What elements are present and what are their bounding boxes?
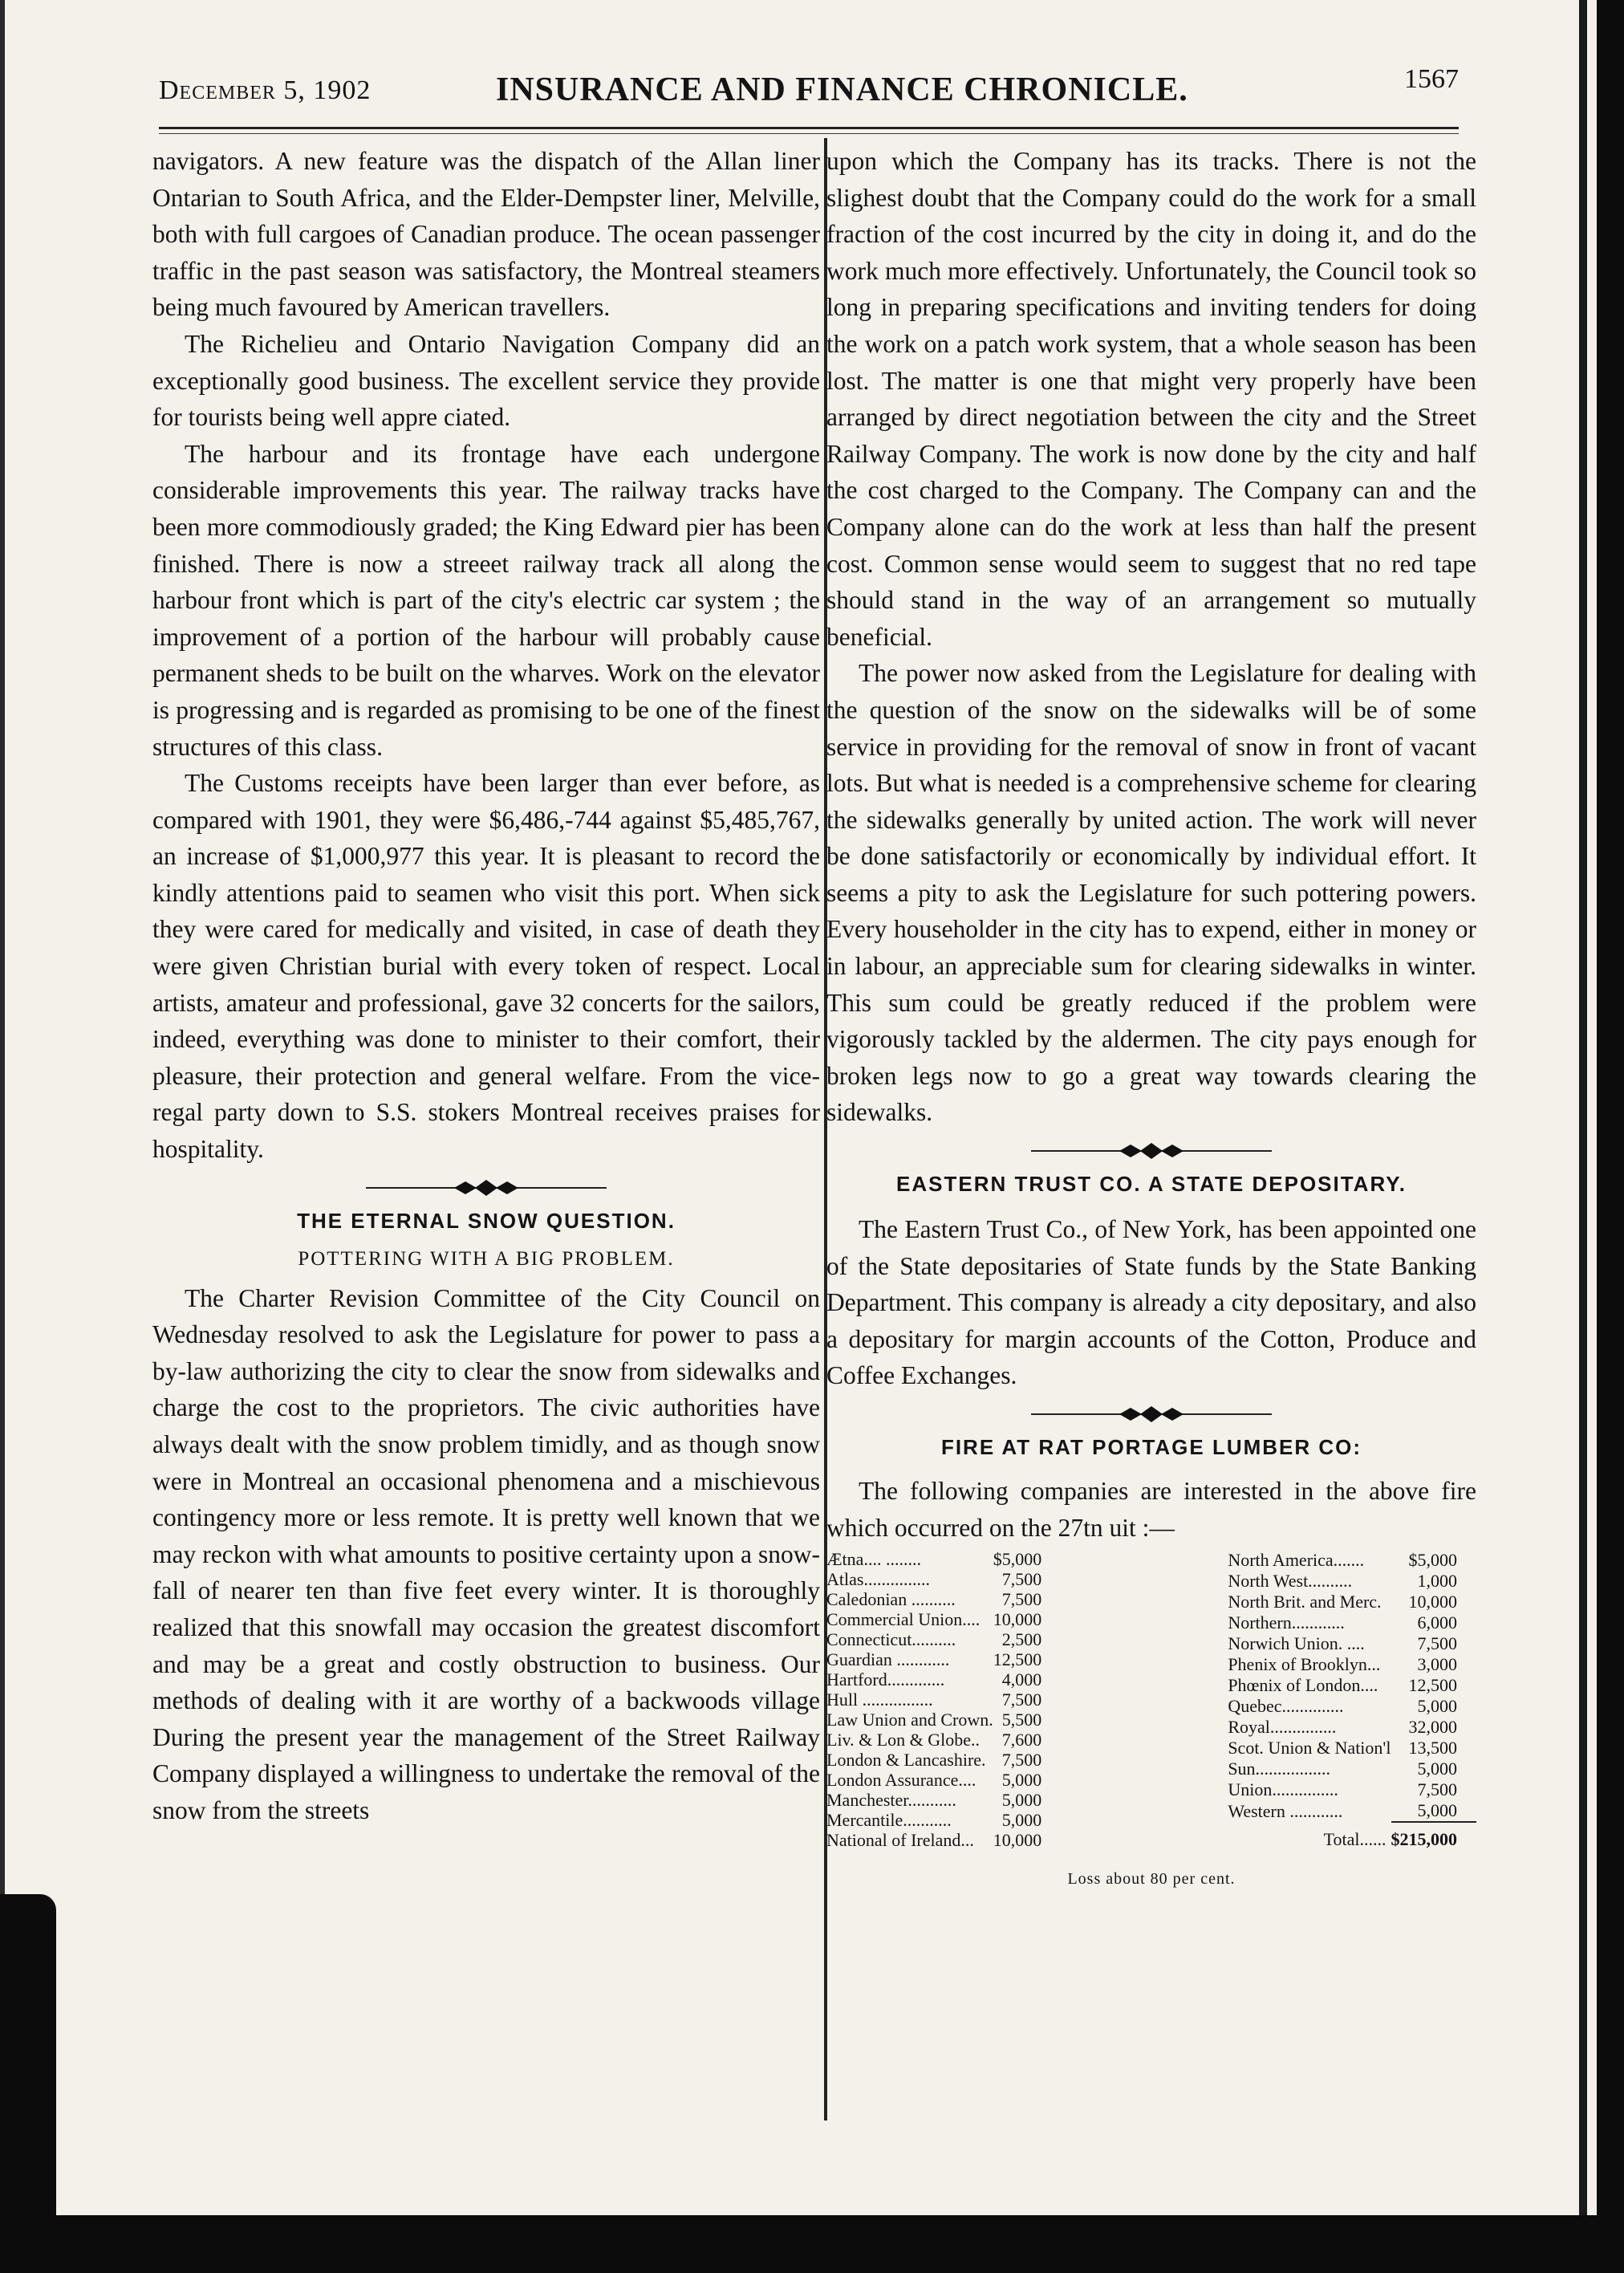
company-amount: 10,000 — [1408, 1591, 1457, 1612]
header-rule-thin — [159, 133, 1459, 134]
company-amount: 10,000 — [993, 1830, 1042, 1851]
right-column — [826, 143, 1476, 1898]
table-row — [826, 1690, 1061, 1710]
table-row — [826, 1549, 1061, 1569]
table-row — [1228, 1737, 1476, 1758]
header-rule — [159, 127, 1459, 129]
table-row — [1228, 1779, 1476, 1800]
header-date: December 5, 1902 — [159, 75, 371, 105]
company-name: Mercantile........... — [826, 1810, 952, 1831]
table-row — [1228, 1653, 1476, 1674]
company-amount: 32,000 — [1408, 1716, 1457, 1737]
companies-list-left — [826, 1549, 1061, 1850]
company-amount: 7,500 — [1417, 1779, 1457, 1800]
company-name: Quebec.............. — [1228, 1695, 1344, 1716]
company-name: Sun................. — [1228, 1759, 1331, 1779]
table-row — [826, 1770, 1061, 1790]
company-name: Ætna.... ........ — [826, 1549, 921, 1570]
company-amount: 10,000 — [993, 1609, 1042, 1630]
company-amount: 7,500 — [1001, 1569, 1042, 1590]
company-name: Commercial Union.... — [826, 1609, 980, 1630]
company-name: Connecticut.......... — [826, 1629, 956, 1650]
table-row — [826, 1830, 1061, 1850]
paragraph: The harbour and its frontage have each undergone considerable improvements this year. The railway tracks have been more commodiously graded; the King Edward pier has been finished. There is now a streeet railway track all along the harbour front which is part of the city's electric car system ; the improvement of a portion of the harbour will probably cause permanent sheds to be built on the wharves. Work on the elevator is progressing and is regarded as promising to be one of the finest structures of this class. — [152, 439, 820, 761]
ornament-divider — [366, 1179, 607, 1197]
company-name: Union............... — [1228, 1779, 1338, 1800]
table-row — [1228, 1759, 1476, 1779]
company-name: Royal............... — [1228, 1716, 1337, 1737]
company-name: Caledonian .......... — [826, 1589, 956, 1610]
company-name: North Brit. and Merc. — [1228, 1591, 1382, 1612]
section-title-trust: EASTERN TRUST CO. A STATE DEPOSITARY. — [896, 1172, 1407, 1197]
company-name: Manchester........... — [826, 1790, 956, 1811]
company-amount: 5,000 — [1417, 1695, 1457, 1716]
table-row — [826, 1710, 1061, 1730]
table-row — [1228, 1570, 1476, 1591]
paragraph: The Eastern Trust Co., of New York, has been appointed one of the State depositaries of State funds by the State Banking Department. This company is already a city depositary, and also a depositary for margin accounts of the Cotton, Produce and Coffee Exchanges. — [826, 1215, 1476, 1390]
company-amount: 12,500 — [993, 1649, 1042, 1670]
company-amount: 3,000 — [1417, 1653, 1457, 1674]
company-name: Atlas............... — [826, 1569, 930, 1590]
section-subtitle-snow: POTTERING WITH A BIG PROBLEM. — [298, 1247, 675, 1270]
company-amount: 4,000 — [1001, 1669, 1042, 1690]
table-row — [826, 1730, 1061, 1750]
section-title-snow: THE ETERNAL SNOW QUESTION. — [297, 1208, 676, 1233]
scan-right-line — [1579, 0, 1587, 2273]
company-name: North America....... — [1228, 1549, 1365, 1570]
table-row — [1228, 1800, 1476, 1822]
company-name: Hartford............. — [826, 1669, 945, 1690]
company-amount: 5,000 — [1417, 1759, 1457, 1779]
company-name: National of Ireland... — [826, 1830, 974, 1851]
table-row — [1228, 1549, 1476, 1570]
loss-note: Loss about 80 per cent. — [1067, 1870, 1236, 1889]
table-row — [826, 1790, 1061, 1810]
scan-right-edge — [1597, 0, 1624, 2273]
company-amount: 2,500 — [1001, 1629, 1042, 1650]
company-amount: 7,500 — [1001, 1690, 1042, 1710]
paragraph: The following companies are interested in the above fire which occurred on the 27tn uit :— — [826, 1477, 1476, 1542]
left-column — [152, 143, 820, 1829]
paragraph: The Customs receipts have been larger than ever before, as compared with 1901, they were $6,486,-744 against $5,485,767, an increase of $1,000,977 this year. It is pleasant to record the kindly attentions paid to seamen who visit this port. When sick they were cared for medically and visited, in case of death they were given Christian burial with every token of respect. Local artists, amateur and professional, gave 32 concerts for the sailors, indeed, everything was done to minister to their comfort, their pleasure, their protection and general welfare. From the vice-regal party down to S.S. stokers Montreal receives praises for hospitality. — [152, 769, 820, 1164]
company-amount: 1,000 — [1417, 1570, 1457, 1591]
table-row — [826, 1649, 1061, 1669]
table-row — [826, 1750, 1061, 1770]
table-row — [1228, 1674, 1476, 1695]
company-amount: 7,500 — [1001, 1750, 1042, 1771]
company-amount: 5,000 — [1001, 1810, 1042, 1831]
company-name: Western ............ — [1228, 1800, 1343, 1821]
company-name: Guardian ............ — [826, 1649, 950, 1670]
company-amount: 5,000 — [1417, 1800, 1457, 1821]
companies-list-right — [1228, 1549, 1476, 1850]
table-row — [826, 1629, 1061, 1649]
table-row — [1228, 1633, 1476, 1653]
section-title-fire: FIRE AT RAT PORTAGE LUMBER CO: — [940, 1435, 1362, 1459]
company-amount: 7,500 — [1001, 1589, 1042, 1610]
ornament-divider — [1031, 1142, 1272, 1160]
company-name: Phœnix of London.... — [1228, 1674, 1378, 1695]
company-name: Phenix of Brooklyn... — [1228, 1653, 1381, 1674]
ornament-divider — [1031, 1405, 1272, 1423]
company-amount: 12,500 — [1408, 1674, 1457, 1695]
table-row — [826, 1810, 1061, 1830]
company-amount: 13,500 — [1408, 1737, 1457, 1758]
company-name: North West.......... — [1228, 1570, 1353, 1591]
company-name: Liv. & Lon & Globe.. — [826, 1730, 980, 1750]
total-row — [1228, 1822, 1476, 1851]
paragraph: The Richelieu and Ontario Navigation Company did an exceptionally good business. The excellent service they provide for tourists being well appre ciated. — [152, 329, 820, 432]
page-number: 1567 — [1404, 64, 1459, 94]
company-name: London Assurance.... — [826, 1770, 976, 1791]
company-name: Hull ................ — [826, 1690, 933, 1710]
companies-table — [826, 1549, 1476, 1850]
table-row — [826, 1609, 1061, 1629]
paragraph: navigators. A new feature was the dispatch of the Allan liner Ontarian to South Africa, and the Elder-Dempster liner, Melville, both with full cargoes of Canadian produce. The ocean passenger traffic in the past season was satisfactory, the Montreal steamers being much favoured by American travellers. — [152, 147, 820, 322]
paragraph: The Charter Revision Committee of the City Council on Wednesday resolved to ask the Legislature for power to pass a by-law authorizing the city to clear the snow from sidewalks and charge the cost to the proprietors. The civic authorities have always dealt with the snow problem timidly, and as though snow were in Montreal an occasional phenomena and a mischievous contingency more or less remote. It is pretty well known that we may reckon with what amounts to positive certainty upon a snow-fall of nearer ten than five feet every winter. It is thoroughly realized that this snowfall may occasion the greatest discomfort and may be a great and costly obstruction to business. Our methods of dealing with it are worthy of a backwoods village During the present year the management of the Street Railway Company displayed a willingness to undertake the removal of the snow from the streets — [152, 1283, 820, 1824]
table-row — [1228, 1695, 1476, 1716]
paragraph: upon which the Company has its tracks. There is not the slighest doubt that the Company could do the work for a small fraction of the cost incurred by the city in doing it, and do the work much more effectively. Unfortunately, the Council took so long in preparing specifications and inviting tenders for doing the work on a patch work system, that a whole season has been lost. The matter is one that might very properly have been arranged by direct negotiation between the city and the Street Railway Company. The work is now done by the city and half the cost charged to the Company. The Company can and the Company alone can do the work at less than half the present cost. Common sense would seem to suggest that no red tape should stand in the way of an arrangement so mutually beneficial. — [826, 147, 1476, 651]
company-amount: $5,000 — [1408, 1549, 1457, 1570]
table-row — [826, 1569, 1061, 1589]
company-name: Law Union and Crown. — [826, 1710, 993, 1730]
table-row — [1228, 1591, 1476, 1612]
total-label: Total...... — [1323, 1828, 1386, 1849]
company-amount: 7,600 — [1001, 1730, 1042, 1750]
table-row — [826, 1589, 1061, 1609]
company-amount: $5,000 — [993, 1549, 1042, 1570]
company-name: London & Lancashire. — [826, 1750, 986, 1771]
company-name: Scot. Union & Nation'l — [1228, 1737, 1391, 1758]
company-amount: 5,500 — [1001, 1710, 1042, 1730]
company-amount: 5,000 — [1001, 1770, 1042, 1791]
company-amount: 5,000 — [1001, 1790, 1042, 1811]
paragraph: The power now asked from the Legislature for dealing with the question of the snow on the sidewalks will be of some service in providing for the removal of snow in front of vacant lots. But what is needed is a comprehensive scheme for clearing the sidewalks generally by united action. The work will never be done satisfactorily or economically by individual effort. It seems a pity to ask the Legislature for such pottering powers. Every householder in the city has to expend, either in money or in labour, an appreciable sum for clearing sidewalks in winter. This sum could be greatly reduced if the problem were vigorously tackled by the aldermen. The city pays enough for broken legs now to go a great way towards clearing the sidewalks. — [826, 659, 1476, 1127]
table-row — [1228, 1612, 1476, 1633]
page-header — [159, 64, 1459, 119]
scan-bottom-edge — [0, 2215, 1624, 2273]
company-name: Northern............ — [1228, 1612, 1345, 1633]
header-title: INSURANCE AND FINANCE CHRONICLE. — [496, 71, 1188, 108]
total-amount: $215,000 — [1391, 1822, 1477, 1851]
table-row — [826, 1669, 1061, 1690]
company-amount: 7,500 — [1417, 1633, 1457, 1653]
company-amount: 6,000 — [1417, 1612, 1457, 1633]
company-name: Norwich Union. .... — [1228, 1633, 1365, 1653]
scan-left-blot — [0, 1894, 56, 2231]
table-row — [1228, 1716, 1476, 1737]
